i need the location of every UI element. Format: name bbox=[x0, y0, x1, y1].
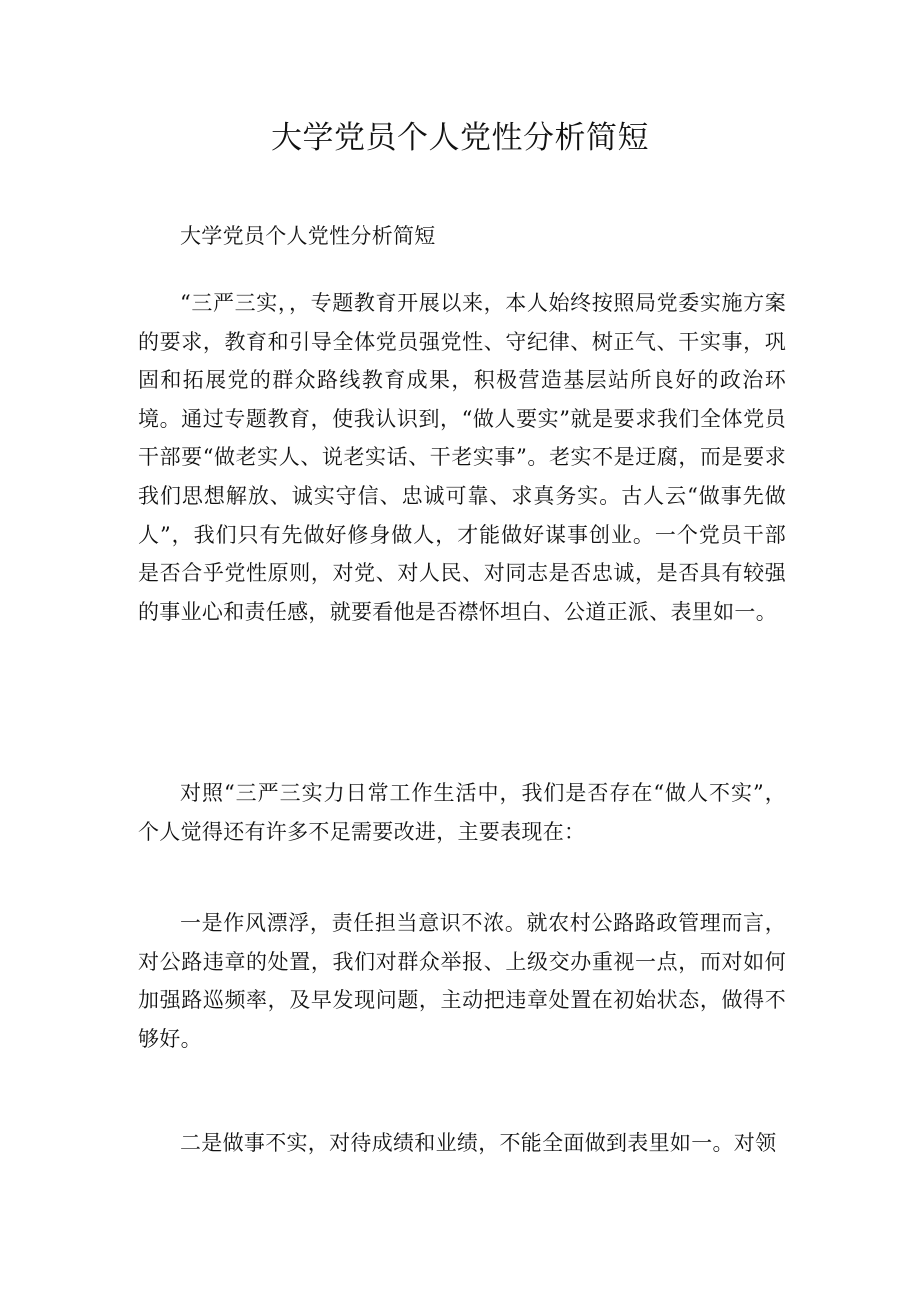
paragraph-point-two: 二是做事不实，对待成绩和业绩，不能全面做到表里如一。对领 bbox=[180, 1131, 777, 1155]
paragraph-self-check: 对照“三严三实力日常工作生活中，我们是否存在“做人不实”，个人觉得还有许多不足需要改进，主要表现在： bbox=[138, 781, 786, 844]
document-title: 大学党员个人党性分析简短 bbox=[271, 120, 649, 156]
paragraph-point-one: 一是作风漂浮，责任担当意识不浓。就农村公路路政管理而言，对公路违章的处置，我们对群众举报、上级交办重视一点，而对如何加强路巡频率，及早发现问题，主动把违章处置在初始状态，做得不够好。 bbox=[138, 911, 786, 1051]
document-subtitle: 大学党员个人党性分析简短 bbox=[180, 224, 436, 248]
paragraph-intro: “三严三实，，专题教育开展以来，本人始终按照局党委实施方案的要求，教育和引导全体党员强党性、守纪律、树正气、干实事，巩固和拓展党的群众路线教育成果，积极营造基层站所良好的政治环境。通过专题教育，使我认识到，“做人要实”就是要求我们全体党员干部要“做老实人、说老实话、干老实事”。老实不是迂腐，而是要求我们思想解放、诚实守信、忠诚可靠、求真务实。古人云“做事先做人”，我们只有先做好修身做人，才能做好谋事创业。一个党员干部是否合乎党性原则，对党、对人民、对同志是否忠诚，是否具有较强的事业心和责任感，就要看他是否襟怀坦白、公道正派、表里如一。 bbox=[138, 291, 786, 624]
